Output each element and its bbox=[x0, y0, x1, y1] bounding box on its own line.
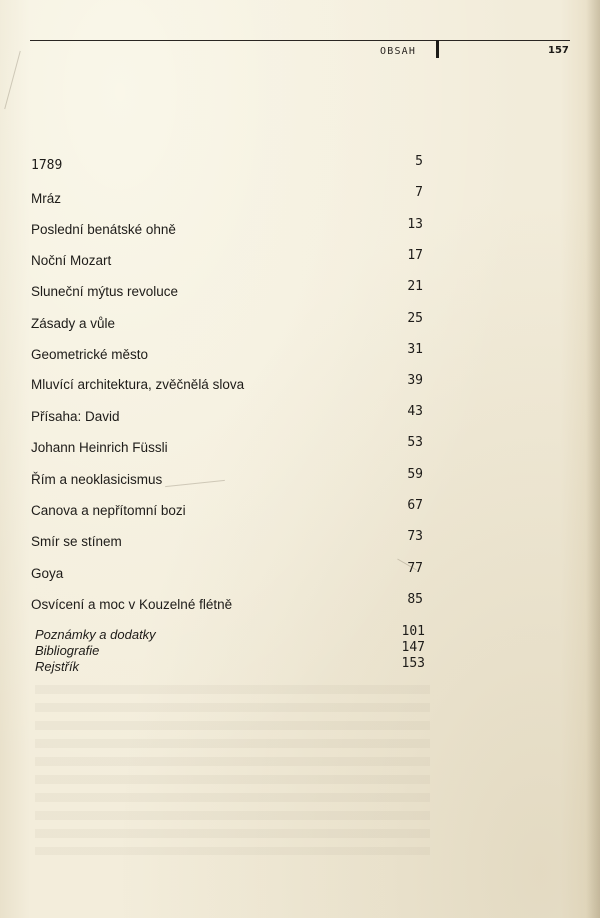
toc-entry-title: Řím a neoklasicismus bbox=[31, 472, 163, 487]
toc-entry-page: 31 bbox=[407, 342, 423, 357]
toc-entry-title: Zásady a vůle bbox=[31, 316, 116, 331]
toc-entry-page: 17 bbox=[407, 248, 423, 263]
toc-entry-page: 5 bbox=[415, 154, 423, 169]
toc-entry-page: 77 bbox=[407, 561, 423, 576]
toc-entry-page: 25 bbox=[407, 311, 423, 326]
toc-back-matter-title: Rejstřík bbox=[35, 659, 80, 674]
toc-entry-title: Mráz bbox=[31, 191, 61, 206]
toc-entry-page: 85 bbox=[407, 592, 423, 607]
toc-entry-title: Přísaha: David bbox=[31, 409, 120, 424]
toc-entry-page: 53 bbox=[407, 435, 423, 450]
running-header-title: OBSAH bbox=[380, 46, 417, 57]
page-number: 157 bbox=[548, 45, 569, 56]
toc-back-matter-page: 147 bbox=[401, 640, 425, 655]
toc-back-matter-title: Poznámky a dodatky bbox=[35, 627, 156, 642]
toc-entry-page: 73 bbox=[407, 529, 423, 544]
toc-entry-title: Smír se stínem bbox=[31, 534, 122, 549]
toc-entry-page: 21 bbox=[407, 279, 423, 294]
toc-entry-title: Noční Mozart bbox=[31, 253, 112, 268]
toc-entry-title: Mluvící architektura, zvěčnělá slova bbox=[31, 377, 245, 392]
toc-entry-title: Johann Heinrich Füssli bbox=[31, 440, 168, 455]
toc-back-matter-page: 101 bbox=[401, 624, 425, 639]
toc-entry-title: Sluneční mýtus revoluce bbox=[31, 284, 179, 299]
toc-entry-page: 39 bbox=[407, 373, 423, 388]
toc-entry-title: Canova a nepřítomní bozi bbox=[31, 503, 186, 518]
toc-entry-title: 1789 bbox=[31, 158, 63, 173]
toc-entry-page: 59 bbox=[407, 467, 423, 482]
toc-entry-page: 67 bbox=[407, 498, 423, 513]
toc-back-matter-title: Bibliografie bbox=[35, 643, 100, 658]
toc-back-matter-page: 153 bbox=[401, 656, 425, 671]
toc-entry-title: Goya bbox=[31, 566, 64, 581]
toc-entry-page: 7 bbox=[415, 185, 423, 200]
toc-entry-title: Geometrické město bbox=[31, 347, 149, 362]
toc-entry-title: Osvícení a moc v Kouzelné flétně bbox=[31, 597, 233, 612]
toc-entry-page: 43 bbox=[407, 404, 423, 419]
toc-entry-page: 13 bbox=[407, 217, 423, 232]
toc-entry-title: Poslední benátské ohně bbox=[31, 222, 176, 237]
